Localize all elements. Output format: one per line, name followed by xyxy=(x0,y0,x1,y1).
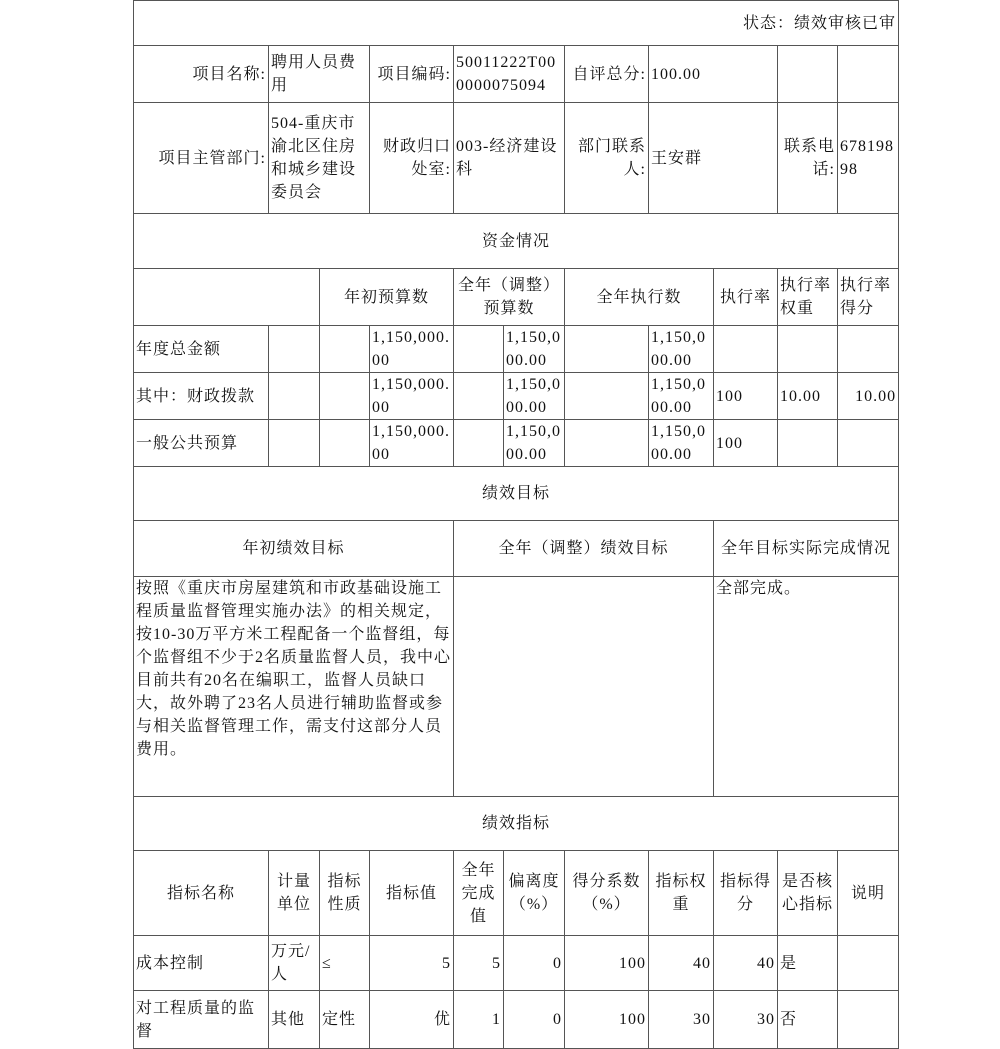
project-code: 50011222T000000075094 xyxy=(454,46,565,103)
indicator-score: 40 xyxy=(714,936,778,991)
funds-header: 执行率 xyxy=(714,269,778,326)
indicator-coef: 100 xyxy=(565,991,649,1049)
goals-header: 全年目标实际完成情况 xyxy=(714,521,899,577)
indicator-header: 计量单位 xyxy=(269,851,320,936)
indicator-core: 是 xyxy=(778,936,838,991)
funds-row xyxy=(134,326,899,373)
status-text: 状态：绩效审核已审 xyxy=(134,1,899,46)
empty-cell xyxy=(778,46,838,103)
indicator-weight: 30 xyxy=(649,991,714,1049)
funds-row-label: 一般公共预算 xyxy=(134,420,269,467)
project-name: 聘用人员费用 xyxy=(269,46,370,103)
funds-header: 全年（调整）预算数 xyxy=(454,269,565,326)
rate-weight xyxy=(778,420,838,467)
indicator-header: 说明 xyxy=(838,851,899,936)
funds-header: 执行率得分 xyxy=(838,269,899,326)
indicators-section-title: 绩效指标 xyxy=(134,797,899,851)
goals-header: 全年（调整）绩效目标 xyxy=(454,521,714,577)
funds-row-label: 其中：财政拨款 xyxy=(134,373,269,420)
empty-cell xyxy=(269,420,320,467)
indicator-done: 1 xyxy=(454,991,504,1049)
rate-weight xyxy=(778,326,838,373)
indicator-note xyxy=(838,936,899,991)
dept-label: 项目主管部门: xyxy=(134,103,269,214)
indicator-header: 指标得分 xyxy=(714,851,778,936)
execution-rate xyxy=(714,326,778,373)
indicator-name: 对工程质量的监督 xyxy=(134,991,269,1049)
indicator-unit: 万元/人 xyxy=(269,936,320,991)
indicator-header: 指标名称 xyxy=(134,851,269,936)
empty-cell xyxy=(454,420,504,467)
indicator-deviation: 0 xyxy=(504,991,565,1049)
indicator-nature: ≤ xyxy=(320,936,370,991)
indicator-header: 全年完成值 xyxy=(454,851,504,936)
dept: 504-重庆市渝北区住房和城乡建设委员会 xyxy=(269,103,370,214)
indicator-value: 5 xyxy=(370,936,454,991)
executed-amount: 1,150,000.00 xyxy=(649,420,714,467)
empty-cell xyxy=(320,420,370,467)
empty-cell xyxy=(454,373,504,420)
adjusted-budget: 1,150,000.00 xyxy=(504,420,565,467)
performance-report-table xyxy=(133,0,899,1049)
initial-budget: 1,150,000.00 xyxy=(370,420,454,467)
indicator-deviation: 0 xyxy=(504,936,565,991)
adjusted-budget: 1,150,000.00 xyxy=(504,373,565,420)
funds-row-label: 年度总金额 xyxy=(134,326,269,373)
phone-label: 联系电话: xyxy=(778,103,838,214)
finance-office: 003-经济建设科 xyxy=(454,103,565,214)
empty-cell xyxy=(838,46,899,103)
empty-cell xyxy=(134,269,320,326)
initial-budget: 1,150,000.00 xyxy=(370,373,454,420)
indicator-row xyxy=(134,936,899,991)
indicator-header: 得分系数（%） xyxy=(565,851,649,936)
indicator-name: 成本控制 xyxy=(134,936,269,991)
indicator-nature: 定性 xyxy=(320,991,370,1049)
goals-header: 年初绩效目标 xyxy=(134,521,454,577)
adjusted-goal-text xyxy=(454,577,714,797)
empty-cell xyxy=(565,373,649,420)
empty-cell xyxy=(269,326,320,373)
funds-row xyxy=(134,373,899,420)
adjusted-budget: 1,150,000.00 xyxy=(504,326,565,373)
rate-score xyxy=(838,326,899,373)
empty-cell xyxy=(269,373,320,420)
funds-header: 年初预算数 xyxy=(320,269,454,326)
indicator-done: 5 xyxy=(454,936,504,991)
indicator-note xyxy=(838,991,899,1049)
rate-score: 10.00 xyxy=(838,373,899,420)
empty-cell xyxy=(565,420,649,467)
contact-label: 部门联系人: xyxy=(565,103,649,214)
finance-office-label: 财政归口处室: xyxy=(370,103,454,214)
indicator-value: 优 xyxy=(370,991,454,1049)
goals-section-title: 绩效目标 xyxy=(134,467,899,521)
actual-completion-text: 全部完成。 xyxy=(714,577,899,797)
indicator-header: 指标权重 xyxy=(649,851,714,936)
empty-cell xyxy=(320,373,370,420)
execution-rate: 100 xyxy=(714,420,778,467)
executed-amount: 1,150,000.00 xyxy=(649,326,714,373)
empty-cell xyxy=(320,326,370,373)
initial-goal-text: 按照《重庆市房屋建筑和市政基础设施工程质量监督管理实施办法》的相关规定，按10-30万平方米工程配备一个监督组，每个监督组不少于2名质量监督人员，我中心目前共有20名在编职工，监督人员缺口大，故外聘了23名人员进行辅助监督或参与相关监督管理工作，需支付这部分人员费用。 xyxy=(134,577,454,797)
initial-budget: 1,150,000.00 xyxy=(370,326,454,373)
project-code-label: 项目编码: xyxy=(370,46,454,103)
indicator-score: 30 xyxy=(714,991,778,1049)
rate-score xyxy=(838,420,899,467)
indicator-header: 指标值 xyxy=(370,851,454,936)
indicator-row xyxy=(134,991,899,1049)
funds-header: 全年执行数 xyxy=(565,269,714,326)
contact: 王安群 xyxy=(649,103,778,214)
funds-header: 执行率权重 xyxy=(778,269,838,326)
indicator-header: 指标性质 xyxy=(320,851,370,936)
indicator-core: 否 xyxy=(778,991,838,1049)
rate-weight: 10.00 xyxy=(778,373,838,420)
project-name-label: 项目名称: xyxy=(134,46,269,103)
indicator-header: 偏离度（%） xyxy=(504,851,565,936)
self-score-label: 自评总分: xyxy=(565,46,649,103)
indicator-weight: 40 xyxy=(649,936,714,991)
phone: 67819898 xyxy=(838,103,899,214)
executed-amount: 1,150,000.00 xyxy=(649,373,714,420)
self-score: 100.00 xyxy=(649,46,778,103)
indicator-coef: 100 xyxy=(565,936,649,991)
indicator-header: 是否核心指标 xyxy=(778,851,838,936)
empty-cell xyxy=(565,326,649,373)
execution-rate: 100 xyxy=(714,373,778,420)
funds-section-title: 资金情况 xyxy=(134,214,899,269)
empty-cell xyxy=(454,326,504,373)
funds-row xyxy=(134,420,899,467)
indicator-unit: 其他 xyxy=(269,991,320,1049)
